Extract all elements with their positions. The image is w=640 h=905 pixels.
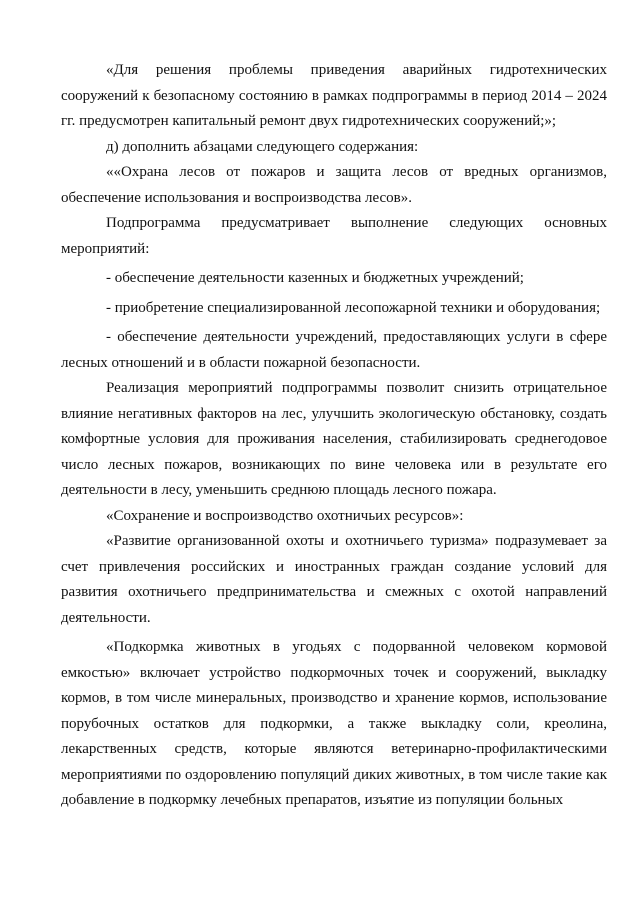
list-item: - обеспечение деятельности учреждений, предоставляющих услуги в сфере лесных отношений и в области пожарной безопасности.: [61, 329, 607, 371]
paragraph-forest-protection-title: ««Охрана лесов от пожаров и защита лесов от вредных организмов, обеспечение использования и воспроизводства лесов».: [61, 164, 607, 206]
document-page: [61, 58, 607, 814]
paragraph-implementation-effects: Реализация мероприятий подпрограммы позволит снизить отрицательное влияние негативных факторов на лес, улучшить экологическую обстановку, создать комфортные условия для проживания населения, стабилизировать среднегодовое число лесных пожаров, возникающих по вине человека или в результате его деятельности в лесу, уменьшить среднюю площадь лесного пожара.: [61, 380, 607, 498]
paragraph-reconstruction: «Для решения проблемы приведения аварийных гидротехнических сооружений к безопасному состоянию в рамках подпрограммы в период 2014 – 2024 гг. предусмотрен капитальный ремонт двух гидротехнических сооружений;»;: [61, 62, 607, 129]
paragraph-amendment-intro: д) дополнить абзацами следующего содержания:: [106, 138, 419, 155]
paragraph-subprogram-measures: Подпрограмма предусматривает выполнение следующих основных мероприятий:: [61, 215, 607, 257]
paragraph-hunting-resources-title: «Сохранение и воспроизводство охотничьих ресурсов»:: [106, 507, 464, 524]
list-item: - приобретение специализированной лесопожарной техники и оборудования;: [106, 299, 601, 316]
paragraph-hunting-tourism: «Развитие организованной охоты и охотничьего туризма» подразумевает за счет привлечения российских и иностранных граждан создание условий для развития охотничьего предпринимательства и смежных с охотой направлений деятельности.: [61, 533, 607, 626]
paragraph-animal-feeding: «Подкормка животных в угодьях с подорванной человеком кормовой емкостью» включает устройство подкормочных точек и сооружений, выкладку кормов, в том числе минеральных, производство и хранение кормов, использование порубочных остатков для подкормки, а также выкладку соли, креолина, лекарственных средств, которые являются ветеринарно-профилактическими мероприятиями по оздоровлению популяций диких животных, в том числе такие как добавление в подкормку лечебных препаратов, изъятие из популяции больных: [61, 639, 607, 808]
list-item: - обеспечение деятельности казенных и бюджетных учреждений;: [106, 270, 524, 286]
